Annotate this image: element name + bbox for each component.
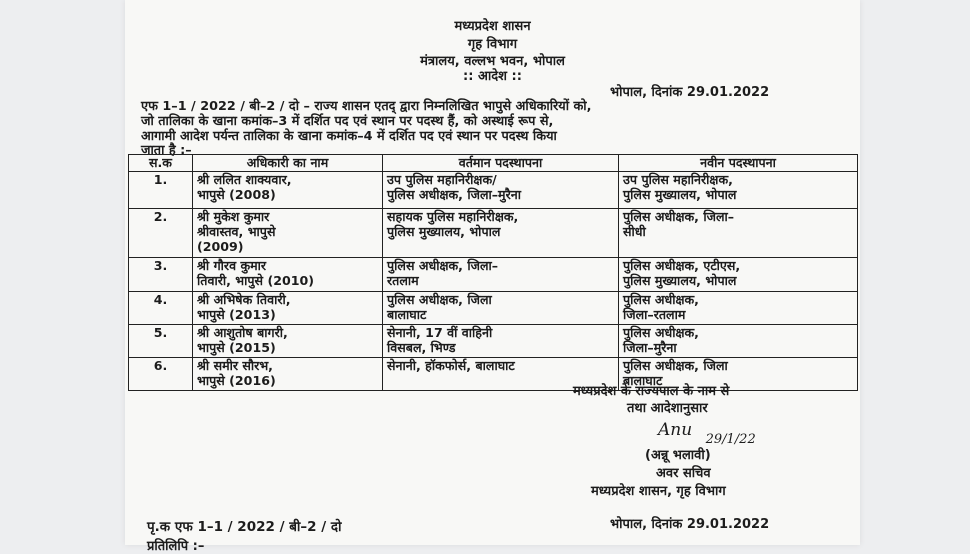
current-line: उप पुलिस महानिरीक्षक/ — [387, 172, 497, 187]
current-line: पुलिस अधीक्षक, जिला– — [387, 258, 499, 273]
new-line: पुलिस अधीक्षक, — [623, 292, 699, 307]
name-line: भापुसे (2016) — [197, 373, 276, 388]
table-row — [129, 292, 858, 325]
table-row — [129, 358, 858, 391]
closing-line: मध्यप्रदेश के राज्यपाल के नाम से — [573, 384, 730, 399]
current-line: पुलिस अधीक्षक, जिला — [387, 292, 492, 307]
current-posting-cell — [383, 172, 619, 209]
new-line: पुलिस अधीक्षक, जिला — [623, 358, 728, 373]
serial-cell: 6. — [129, 358, 193, 391]
name-line: श्रीवास्तव, भापुसे — [197, 224, 276, 239]
name-line: भापुसे (2008) — [197, 187, 276, 202]
new-posting-cell — [619, 258, 858, 292]
serial-cell: 1. — [129, 172, 193, 209]
current-line: विसबल, भिण्ड — [387, 340, 456, 355]
name-line: भापुसे (2015) — [197, 340, 276, 355]
officer-name-cell — [193, 358, 383, 391]
new-line: पुलिस अधीक्षक, एटीएस, — [623, 258, 741, 273]
handwritten-signature — [658, 420, 756, 447]
new-line: पुलिस अधीक्षक, — [623, 325, 699, 340]
signatory-name: (अन्नू भलावी) — [645, 448, 711, 463]
name-line: श्री मुकेश कुमार — [197, 209, 270, 224]
name-line: श्री आशुतोष बागरी, — [197, 325, 288, 340]
current-posting-cell — [383, 258, 619, 292]
table-row — [129, 172, 858, 209]
new-posting-cell — [619, 209, 858, 258]
new-line: पुलिस अधीक्षक, जिला– — [623, 209, 735, 224]
name-line: श्री समीर सौरभ, — [197, 358, 273, 373]
current-line: पुलिस अधीक्षक, जिला–मुरैना — [387, 187, 521, 202]
copy-to-label: प्रतिलिपि :– — [147, 539, 205, 554]
col-header-officer-name: अधिकारी का नाम — [193, 155, 383, 172]
new-posting-cell — [619, 172, 858, 209]
current-line: पुलिस मुख्यालय, भोपाल — [387, 224, 501, 239]
header-address: मंत्रालय, वल्लभ भवन, भोपाल — [420, 54, 565, 69]
serial-cell: 3. — [129, 258, 193, 292]
table-header-row — [129, 155, 858, 172]
name-line: श्री ललित शाक्यवार, — [197, 172, 292, 187]
officer-name-cell — [193, 209, 383, 258]
new-line: पुलिस मुख्यालय, भोपाल — [623, 273, 737, 288]
name-line: श्री गौरव कुमार — [197, 258, 267, 273]
officer-name-cell — [193, 325, 383, 358]
name-line: भापुसे (2013) — [197, 307, 276, 322]
signatory-department: मध्यप्रदेश शासन, गृह विभाग — [591, 484, 726, 499]
serial-cell: 2. — [129, 209, 193, 258]
new-line: सीधी — [623, 224, 646, 239]
current-line: बालाघाट — [387, 307, 427, 322]
current-posting-cell — [383, 325, 619, 358]
new-line: पुलिस मुख्यालय, भोपाल — [623, 187, 737, 202]
current-line: सेनानी, 17 वीं वाहिनी — [387, 325, 493, 340]
serial-cell: 4. — [129, 292, 193, 325]
current-line: रतलाम — [387, 273, 419, 288]
new-line: जिला–मुरैना — [623, 340, 677, 355]
serial-cell: 5. — [129, 325, 193, 358]
body-line: जो तालिका के खाना कमांक–3 में दर्शित पद एवं स्थान पर पदस्थ हैं, को अस्थाई रूप से, — [141, 114, 554, 129]
name-line: (2009) — [197, 239, 244, 254]
new-line: उप पुलिस महानिरीक्षक, — [623, 172, 733, 187]
body-line: जाता है :– — [141, 143, 192, 158]
table-row — [129, 209, 858, 258]
header-department: गृह विभाग — [467, 37, 518, 52]
name-line: श्री अभिषेक तिवारी, — [197, 292, 291, 307]
col-header-current-posting: वर्तमान पदस्थापना — [383, 155, 619, 172]
new-line: बालाघाट — [623, 373, 663, 388]
officer-name-cell — [193, 172, 383, 209]
col-header-serial: स.क — [129, 155, 193, 172]
signature-scribble: Anu — [658, 420, 693, 440]
body-line: आगामी आदेश पर्यन्त तालिका के खाना कमांक–4 में दर्शित पद एवं स्थान पर पदस्थ किया — [141, 129, 557, 144]
officer-name-cell — [193, 258, 383, 292]
closing-line: तथा आदेशानुसार — [627, 401, 708, 416]
current-posting-cell — [383, 209, 619, 258]
col-header-new-posting: नवीन पदस्थापना — [619, 155, 858, 172]
order-date: भोपाल, दिनांक 29.01.2022 — [610, 85, 770, 100]
order-document — [125, 0, 860, 554]
new-posting-cell — [619, 292, 858, 325]
name-line: तिवारी, भापुसे (2010) — [197, 273, 315, 288]
new-line: जिला–रतलाम — [623, 307, 686, 322]
header-government: मध्यप्रदेश शासन — [454, 19, 531, 34]
table-row — [129, 325, 858, 358]
signatory-designation: अवर सचिव — [656, 466, 711, 481]
current-posting-cell — [383, 292, 619, 325]
endorsement-date: भोपाल, दिनांक 29.01.2022 — [610, 517, 770, 532]
signature-date: 29/1/22 — [705, 432, 756, 447]
header-order-title: :: आदेश :: — [463, 69, 522, 84]
posting-table — [128, 154, 858, 391]
current-line: सेनानी, हॉकफोर्स, बालाघाट — [387, 358, 515, 373]
officer-name-cell — [193, 292, 383, 325]
table-row — [129, 258, 858, 292]
body-line: एफ 1–1 / 2022 / बी–2 / दो – राज्य शासन एतद् द्वारा निम्नलिखित भापुसे अधिकारियों को, — [141, 99, 592, 114]
new-posting-cell — [619, 325, 858, 358]
endorsement-reference: पृ.क एफ 1–1 / 2022 / बी–2 / दो — [147, 519, 342, 535]
current-line: सहायक पुलिस महानिरीक्षक, — [387, 209, 519, 224]
